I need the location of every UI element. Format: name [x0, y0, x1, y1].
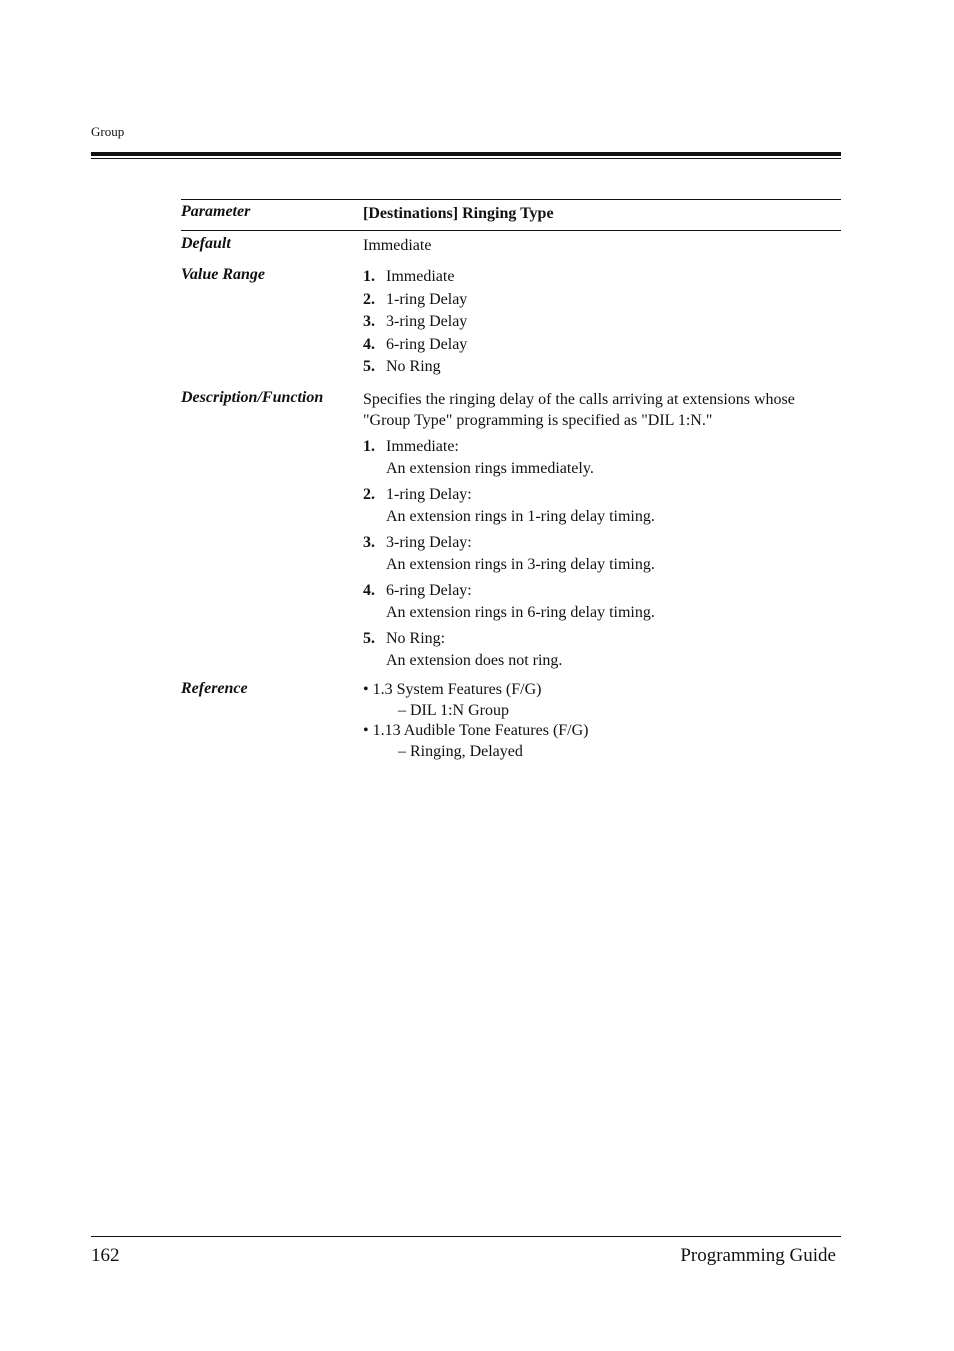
- table-header-rule: [181, 230, 841, 231]
- reference-label: Reference: [181, 680, 248, 697]
- value-range-label: Value Range: [181, 266, 266, 283]
- default-value: Immediate: [363, 237, 432, 254]
- reference-list: [363, 680, 589, 763]
- footer-title: Programming Guide: [680, 1245, 836, 1266]
- footer-rule: [91, 1236, 841, 1237]
- list-item: 2. 1-ring Delay: [363, 290, 468, 308]
- description-item: 5. No Ring: An extension does not ring.: [363, 630, 563, 669]
- reference-subitem: – Ringing, Delayed: [398, 743, 523, 761]
- page-number: 162: [91, 1245, 120, 1266]
- running-header: Group: [91, 124, 125, 139]
- description-label: Description/Function: [181, 389, 324, 406]
- list-item: 4. 6-ring Delay: [363, 335, 468, 353]
- description-item: 4. 6-ring Delay: An extension rings in 6-ring delay timing.: [363, 582, 655, 621]
- description-block: [363, 389, 841, 676]
- list-item: 3. 3-ring Delay: [363, 313, 468, 330]
- description-item: 1. Immediate: An extension rings immediately.: [363, 438, 594, 477]
- table-top-rule: [181, 199, 841, 200]
- header-rule-thick: [91, 152, 841, 156]
- list-item: 1. Immediate: [363, 268, 455, 285]
- reference-item: • 1.13 Audible Tone Features (F/G): [363, 722, 589, 740]
- description-item: 2. 1-ring Delay: An extension rings in 1-ring delay timing.: [363, 486, 655, 525]
- parameter-value: [Destinations] Ringing Type: [363, 205, 554, 222]
- value-range-list: [363, 266, 467, 379]
- parameter-label: Parameter: [181, 203, 251, 220]
- header-rule-thin: [91, 158, 841, 159]
- reference-subitem: – DIL 1:N Group: [398, 701, 509, 719]
- default-label: Default: [181, 235, 231, 252]
- description-intro: Specifies the ringing delay of the calls arriving at extensions whose "Group Type" programming is specified as "DIL 1:N.": [363, 391, 795, 429]
- description-item: 3. 3-ring Delay: An extension rings in 3-ring delay timing.: [363, 534, 655, 573]
- reference-item: • 1.3 System Features (F/G): [363, 681, 542, 698]
- list-item: 5. No Ring: [363, 358, 441, 375]
